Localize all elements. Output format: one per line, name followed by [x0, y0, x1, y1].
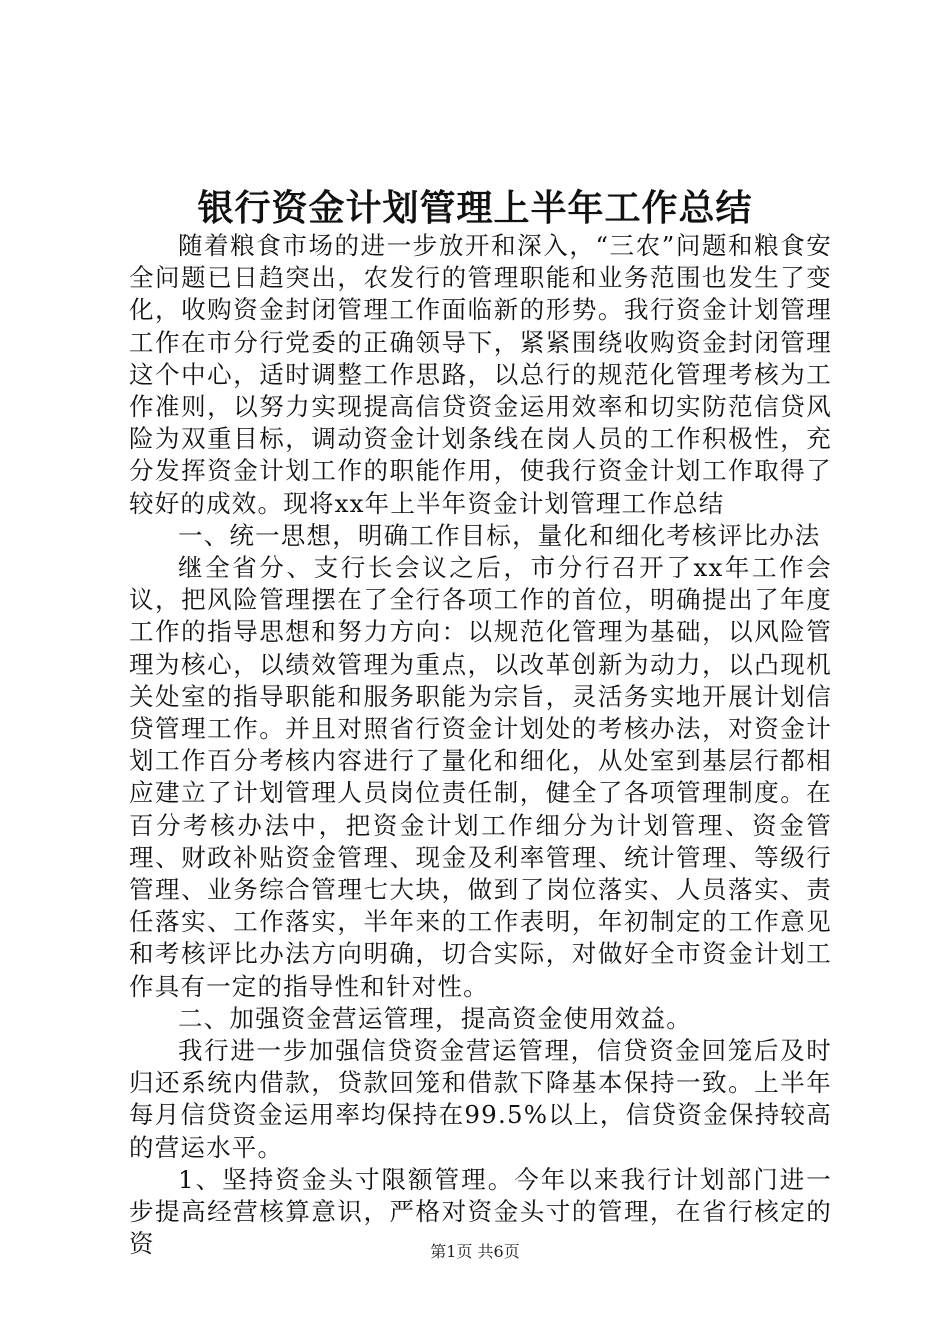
- section-heading-2: 二、加强资金营运管理，提高资金使用效益。: [178, 1003, 692, 1033]
- paragraph-section-2: 我行进一步加强信贷资金营运管理，信贷资金回笼后及时归还系统内借款，贷款回笼和借款下降基本保持一致。上半年每月信贷资金运用率均保持在99.5%以上，信贷资金保持较高的营运水平。: [129, 1036, 832, 1162]
- document-body: [129, 230, 832, 1261]
- page-footer: 第1页 共6页: [430, 1242, 520, 1261]
- paragraph-section-1: 继全省分、支行长会议之后，市分行召开了xx年工作会议，把风险管理摆在了全行各项工作的首位，明确提出了年度工作的指导思想和努力方向：以规范化管理为基础，以风险管理为核心，以绩效管理为重点，以改革创新为动力，以凸现机关处室的指导职能和服务职能为宗旨，灵活务实地开展计划信贷管理工作。并且对照省行资金计划处的考核办法，对资金计划工作百分考核内容进行了量化和细化，从处室到基层行都相应建立了计划管理人员岗位责任制，健全了各项管理制度。在百分考核办法中，把资金计划工作细分为计划管理、资金管理、财政补贴资金管理、现金及利率管理、统计管理、等级行管理、业务综合管理七大块，做到了岗位落实、人员落实、责任落实、工作落实，半年来的工作表明，年初制定的工作意见和考核评比办法方向明确，切合实际，对做好全市资金计划工作具有一定的指导性和针对性。: [129, 553, 832, 1001]
- document-title: 银行资金计划管理上半年工作总结: [197, 187, 753, 229]
- section-heading-1: 一、统一思想，明确工作目标，量化和细化考核评比办法: [178, 520, 821, 550]
- paragraph-item-1: 1、坚持资金头寸限额管理。今年以来我行计划部门进一步提高经营核算意识，严格对资金头寸的管理，在省行核定的资: [129, 1164, 832, 1259]
- paragraph-intro: 随着粮食市场的进一步放开和深入，“三农”问题和粮食安全问题已日趋突出，农发行的管理职能和业务范围也发生了变化，收购资金封闭管理工作面临新的形势。我行资金计划管理工作在市分行党委的正确领导下，紧紧围绕收购资金封闭管理这个中心，适时调整工作思路，以总行的规范化管理考核为工作准则，以努力实现提高信贷资金运用效率和切实防范信贷风险为双重目标，调动资金计划条线在岗人员的工作积极性，充分发挥资金计划工作的职能作用，使我行资金计划工作取得了较好的成效。现将xx年上半年资金计划管理工作总结: [129, 231, 832, 518]
